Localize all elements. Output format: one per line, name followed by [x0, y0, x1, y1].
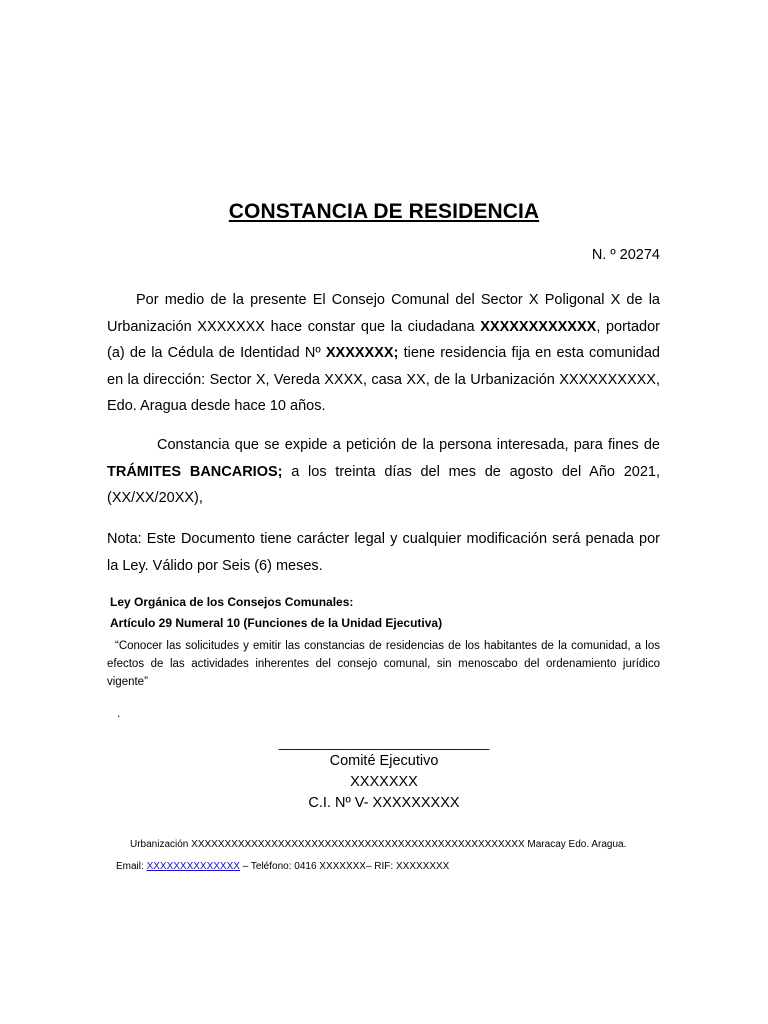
law-quote-text: “Conocer las solicitudes y emitir las constancias de residencias de los habitantes de la comunidad, a los efectos de las actividades inherentes del consejo comunal, sin menoscabo del ordenamiento jurídico vigente” [107, 640, 660, 688]
email-link[interactable]: XXXXXXXXXXXXXX [146, 861, 240, 872]
signature-line: ___________________________ [278, 734, 490, 750]
signature-role: Comité Ejecutivo [329, 753, 439, 769]
paragraph2-text-a: Constancia que se expide a petición de la persona interesada, para fines de [157, 437, 660, 453]
law-article: Artículo 29 Numeral 10 (Funciones de la Unidad Ejecutiva) [110, 616, 443, 630]
law-quote [107, 637, 660, 691]
paragraph2-text-b: a los treinta días del mes de agosto del Año 2021, (XX/XX/20XX), [107, 463, 660, 506]
law-heading: Ley Orgánica de los Consejos Comunales: [110, 595, 354, 609]
email-label: Email: [116, 861, 147, 872]
document-title: CONSTANCIA DE RESIDENCIA [228, 200, 540, 223]
document-number: N. º 20274 [591, 247, 660, 263]
id-number: XXXXXXX; [325, 345, 399, 361]
paragraph1-text-a: Por medio de la presente El Consejo Comunal del Sector X Poligonal X de la Urbanización XXXXXXX hace constar que la ciudadana [107, 292, 660, 335]
footer-address: Urbanización XXXXXXXXXXXXXXXXXXXXXXXXXXXXXXXXXXXXXXXXXXXXXXXXXX Maracay Edo. Aragua. [130, 839, 627, 850]
stray-dot: . [117, 706, 121, 720]
signature-name: XXXXXXX [350, 774, 418, 790]
purpose: TRÁMITES BANCARIOS; [107, 463, 283, 480]
paragraph1-text-b: , portador (a) de la Cédula de Identidad Nº [107, 318, 660, 361]
citizen-name: XXXXXXXXXXXX [480, 318, 597, 335]
paragraph1-text-c: tiene residencia fija en esta comunidad en la dirección: Sector X, Vereda XXXX, casa XX, de la Urbanización XXXXXXXXXX, Edo. Aragua desde hace 10 años. [107, 345, 660, 414]
paragraph-residence [107, 287, 660, 420]
signature-id: C.I. Nº V- XXXXXXXXX [308, 795, 460, 811]
paragraph-purpose [107, 432, 660, 512]
note-paragraph: Nota: Este Documento tiene carácter legal y cualquier modificación será penada por la Ley. Válido por Seis (6) meses. [107, 531, 660, 574]
footer-contact [116, 861, 449, 872]
contact-rest: – Teléfono: 0416 XXXXXXX– RIF: XXXXXXXX [239, 861, 450, 872]
